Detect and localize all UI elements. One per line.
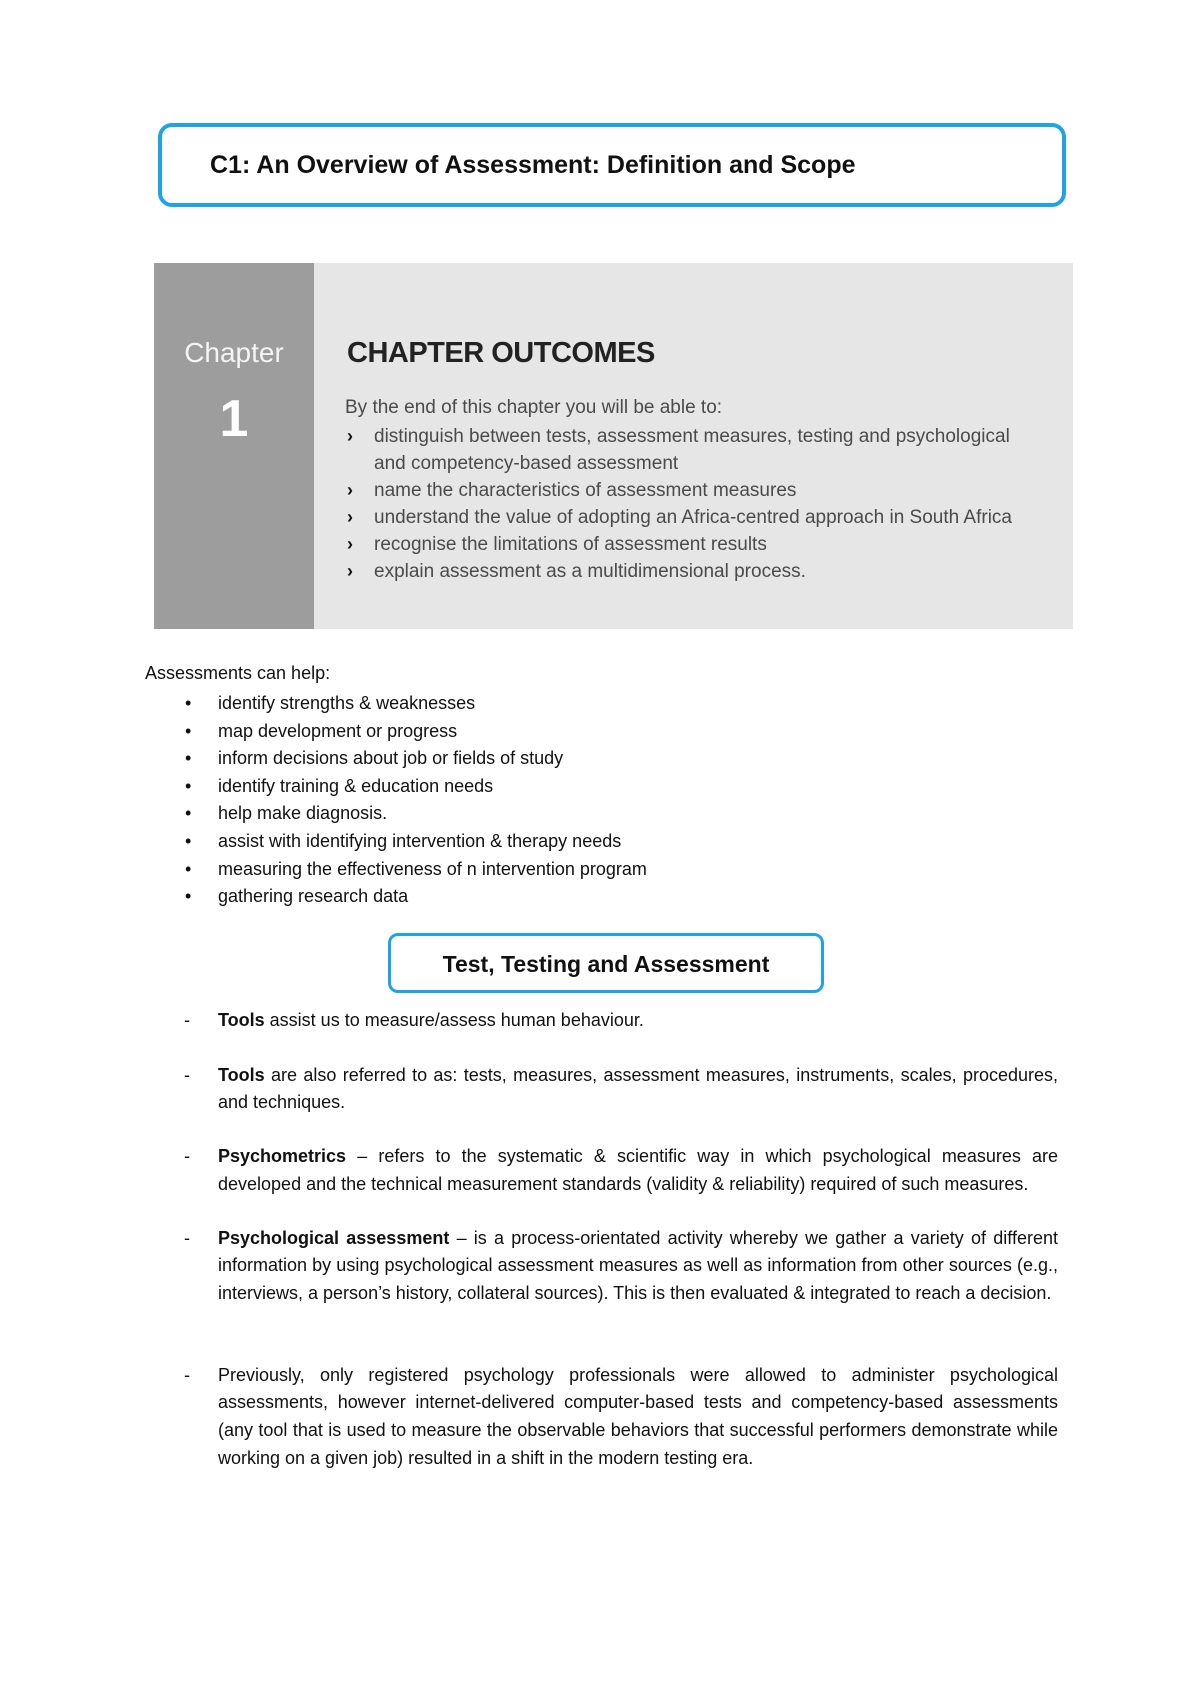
definition-text: are also referred to as: tests, measures, assessment measures, instruments, scales, procedures, and techniques. xyxy=(218,1064,1058,1113)
outcome-item: › name the characteristics of assessment measures xyxy=(345,477,1045,504)
outcome-item: › recognise the limitations of assessment results xyxy=(345,531,1045,558)
chapter-label: Chapter xyxy=(184,337,284,368)
bullet-icon: • xyxy=(185,858,192,879)
list-item: • assist with identifying intervention & therapy needs xyxy=(185,828,647,856)
list-item: • map development or progress xyxy=(185,718,647,746)
definition-item xyxy=(184,1143,1058,1198)
definition-term: Psychometrics xyxy=(218,1146,347,1167)
bullet-icon: • xyxy=(185,748,192,769)
chevron-icon: › xyxy=(347,561,353,581)
list-item: • identify training & education needs xyxy=(185,773,647,801)
chevron-icon: › xyxy=(347,480,353,500)
bullet-icon: • xyxy=(185,830,192,851)
definition-text: – refers to the systematic & scientific way in which psychological measures are developed and the technical measurement standards (validity & reliability) required of such measures. xyxy=(218,1146,1058,1194)
chapter-sidebar xyxy=(154,263,314,629)
dash-marker: - xyxy=(184,1146,190,1167)
section-title-box xyxy=(388,933,824,993)
chevron-icon: › xyxy=(347,534,353,554)
list-item: • measuring the effectiveness of n intervention program xyxy=(185,856,647,884)
definition-text: – is a process-orientated activity whereby we gather a variety of different information by using psychological assessment measures as well as information from other sources (e.g., interviews, a person’s history, collateral sources). This is then evaluated & integrated to reach a decision. xyxy=(218,1227,1058,1303)
definitions-list xyxy=(184,1007,1058,1472)
definition-item xyxy=(184,1062,1058,1117)
definition-item xyxy=(184,1362,1058,1473)
list-item: • help make diagnosis. xyxy=(185,800,647,828)
chevron-icon: › xyxy=(347,426,353,446)
dash-marker: - xyxy=(184,1064,190,1085)
chapter-title: C1: An Overview of Assessment: Definition and Scope xyxy=(210,151,856,179)
list-item: • identify strengths & weaknesses xyxy=(185,690,647,718)
bullet-icon: • xyxy=(185,693,192,713)
chevron-icon: › xyxy=(347,507,353,527)
help-list xyxy=(185,690,647,911)
bullet-icon: • xyxy=(185,720,192,741)
outcomes-list xyxy=(345,423,1045,585)
definition-term: Tools xyxy=(218,1064,265,1085)
definition-term: Psychological assessment xyxy=(218,1227,450,1248)
dash-marker: - xyxy=(184,1364,190,1385)
bullet-icon: • xyxy=(185,803,192,824)
definition-text: assist us to measure/assess human behaviour. xyxy=(264,1010,644,1030)
list-item: • inform decisions about job or fields of study xyxy=(185,745,647,773)
list-item: • gathering research data xyxy=(185,883,647,911)
section-title: Test, Testing and Assessment xyxy=(442,951,770,977)
bullet-icon: • xyxy=(185,775,192,796)
outcomes-intro: By the end of this chapter you will be able to: xyxy=(345,397,723,418)
chapter-outcomes-panel xyxy=(154,263,1073,629)
definition-text: Previously, only registered psychology professionals were allowed to administer psychological assessments, however internet-delivered computer-based tests and competency-based assessments (any tool that is used to measure the observable behaviors that successful performers demonstrate while working on a given job) resulted in a shift in the modern testing era. xyxy=(218,1364,1058,1468)
dash-marker: - xyxy=(184,1010,190,1030)
chapter-title-box xyxy=(158,123,1066,207)
dash-marker: - xyxy=(184,1227,190,1248)
outcome-item: › explain assessment as a multidimensional process. xyxy=(345,558,1045,585)
outcome-item: › understand the value of adopting an Africa-centred approach in South Africa xyxy=(345,504,1045,531)
definition-item xyxy=(184,1225,1058,1308)
help-intro: Assessments can help: xyxy=(145,663,331,683)
bullet-icon: • xyxy=(185,886,192,907)
chapter-number: 1 xyxy=(219,390,249,448)
outcomes-heading: CHAPTER OUTCOMES xyxy=(347,337,655,369)
definition-item xyxy=(184,1007,1058,1035)
outcome-item: › distinguish between tests, assessment measures, testing and psychological and competency-based assessment xyxy=(345,423,1045,477)
definition-term: Tools xyxy=(218,1010,265,1030)
